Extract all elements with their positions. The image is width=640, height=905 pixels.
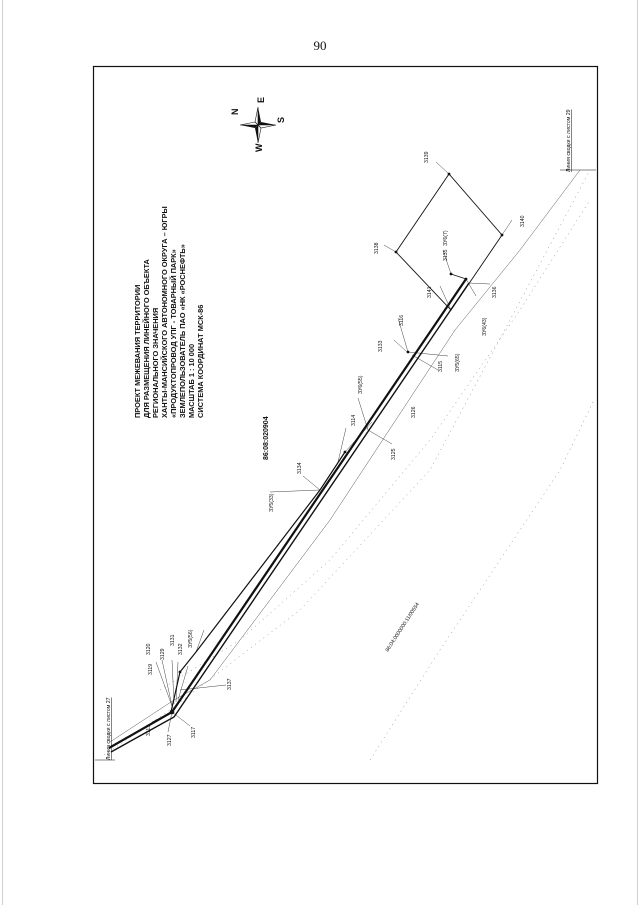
title-line-8: СИСТЕМА КООРДИНАТ МСК-86 xyxy=(196,304,205,418)
match-line-prev xyxy=(95,697,115,760)
page-number: 90 xyxy=(313,38,327,53)
title-line-5: «ПРОДУКТОПРОВОД УПГ - ТОВАРНЫЙ ПАРК» xyxy=(169,249,178,418)
point-3126: 3126 xyxy=(411,406,417,418)
point-3135: 3135 xyxy=(443,249,449,261)
point-3132: 3132 xyxy=(178,643,184,655)
point-3140: 3140 xyxy=(520,215,526,227)
point-3136: 3136 xyxy=(492,286,498,298)
boundary-line-lower xyxy=(370,400,594,760)
cadastral-parcel: 86:04:0000000:11/00554 xyxy=(384,601,421,654)
point-3125: 3125 xyxy=(391,448,397,460)
compass-letter-w: W xyxy=(254,143,264,152)
zone-z43: ЗУ6(43) xyxy=(482,317,488,336)
point-3131: 3131 xyxy=(170,634,176,646)
compass-letter-e: E xyxy=(256,96,266,103)
point-3113: 3113 xyxy=(146,724,152,736)
point-3119: 3119 xyxy=(148,663,154,675)
pipeline-branch xyxy=(171,452,345,712)
compass-needle-north xyxy=(240,125,258,128)
title-line-1: ПРОЕКТ МЕЖЕВАНИЯ ТЕРРИТОРИИ xyxy=(133,284,142,418)
point-3127: 3127 xyxy=(167,734,173,746)
cadastral-quarter: 86:08:020904 xyxy=(263,416,270,460)
point-3133: 3133 xyxy=(378,340,384,352)
compass-needle-south xyxy=(258,122,276,125)
zone-z33: ЗУ5(33) xyxy=(269,493,275,512)
point-3114: 3114 xyxy=(351,414,357,426)
zone-z7: ЗУ6(7) xyxy=(443,230,449,246)
point-3116: 3116 xyxy=(399,314,405,326)
zone-z56: ЗУ5(56) xyxy=(188,629,194,648)
boundary-line-mid xyxy=(160,200,590,690)
map-frame xyxy=(94,67,598,784)
point-3138: 3138 xyxy=(374,242,380,254)
point-3129: 3129 xyxy=(160,648,166,660)
compass-letter-n: N xyxy=(230,108,240,115)
zone-z55: ЗУ6(55) xyxy=(358,375,364,394)
point-3120: 3120 xyxy=(146,643,152,655)
point-3141: 3141 xyxy=(427,286,433,298)
title-block xyxy=(133,206,205,418)
point-3139: 3139 xyxy=(424,151,430,163)
title-line-7: МАСШТАБ 1 : 10 000 xyxy=(187,343,196,418)
zone-z65: ЗУ5(65) xyxy=(455,353,461,372)
compass-letter-s: S xyxy=(276,116,286,123)
point-labels xyxy=(146,151,526,746)
title-line-6: ЗЕМЛЕПОЛЬЗОВАТЕЛЬ ПАО «НК «РОСНЕФТЬ» xyxy=(178,244,187,418)
pad-parcel-polygon xyxy=(396,174,502,310)
compass-rose xyxy=(230,97,286,152)
compass-needle-east xyxy=(258,107,261,125)
pad-connector xyxy=(451,274,466,279)
match-line-next-label: Линия сводки с листом 29 xyxy=(566,109,572,172)
title-line-4: ХАНТЫ-МАНСИЙСКОГО АВТОНОМНОГО ОКРУГА – ЮГРЫ xyxy=(160,206,169,418)
point-3117: 3117 xyxy=(191,726,197,738)
match-line-prev-label: Линия сводки с листом 27 xyxy=(106,697,112,760)
vertex-3131 xyxy=(179,671,182,674)
point-3137: 3137 xyxy=(227,678,233,690)
title-line-3: РЕГИОНАЛЬНОГО ЗНАЧЕНИЯ xyxy=(151,307,160,418)
vertex-markers xyxy=(170,173,504,715)
title-line-2: ДЛЯ РАЗМЕЩЕНИЯ ЛИНЕЙНОГО ОБЪЕКТА xyxy=(142,259,151,418)
match-line-next xyxy=(560,109,596,172)
point-3115: 3115 xyxy=(438,360,444,372)
leader-lines xyxy=(152,162,512,732)
compass-needle-west xyxy=(255,125,258,143)
point-3134: 3134 xyxy=(297,462,303,474)
